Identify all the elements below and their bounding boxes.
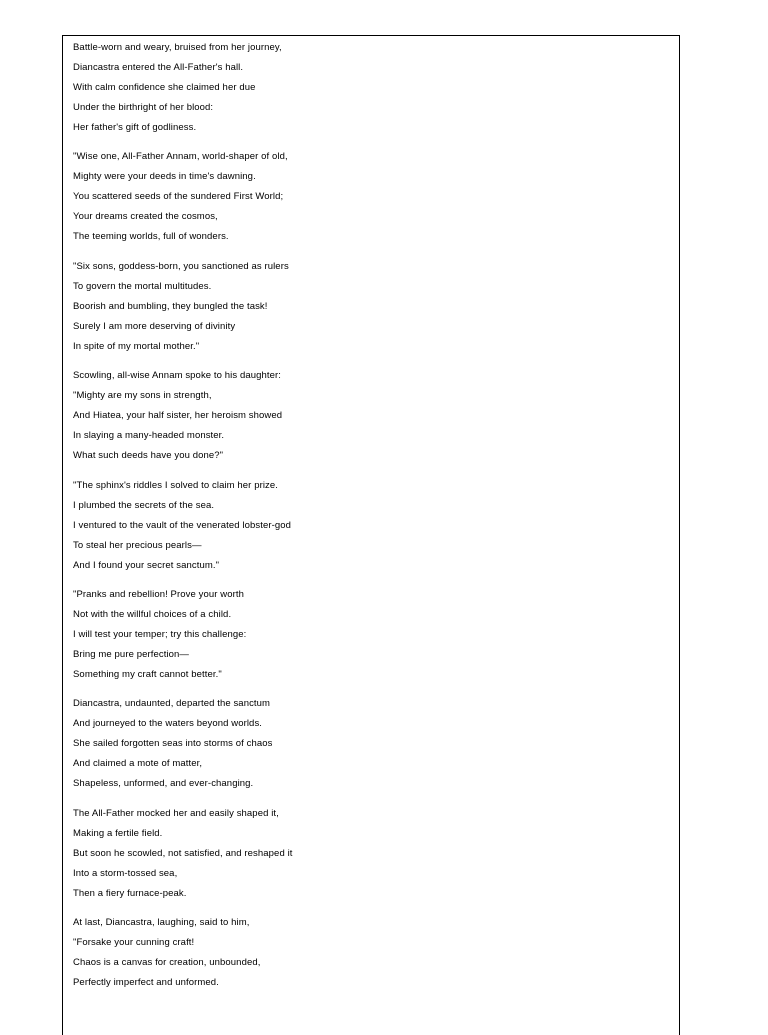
poem-line: "The sphinx's riddles I solved to claim her prize. (73, 479, 279, 491)
poem-line: At last, Diancastra, laughing, said to him, (73, 917, 250, 929)
poem-line: Making a fertile field. (73, 827, 163, 839)
stanza (73, 913, 260, 993)
document-page (62, 35, 680, 1035)
poem-line: Not with the willful choices of a child. (73, 609, 232, 620)
poem-line: Then a fiery furnace-peak. (73, 887, 187, 899)
poem-line: She sailed forgotten seas into storms of chaos (73, 738, 273, 750)
poem-line: And Hiatea, your half sister, her heroism showed (73, 410, 283, 422)
poem-line: I will test your temper; try this challenge: (73, 629, 247, 640)
poem-line: To steal her precious pearls— (73, 539, 202, 551)
poem-line: Scowling, all-wise Annam spoke to his daughter: (73, 370, 282, 382)
poem-line: In spite of my mortal mother." (73, 340, 200, 352)
poem-line: "Six sons, goddess-born, you sanctioned as rulers (73, 260, 289, 272)
poem-line: Surely I am more deserving of divinity (73, 320, 236, 332)
stanza (73, 585, 246, 685)
stanza (73, 804, 293, 904)
poem-line: But soon he scowled, not satisfied, and reshaped it (73, 847, 293, 859)
poem-line: Boorish and bumbling, they bungled the task! (73, 300, 268, 312)
poem-line: And claimed a mote of matter, (73, 758, 203, 770)
poem-line: I ventured to the vault of the venerated lobster-god (73, 519, 292, 531)
poem-line: The All-Father mocked her and easily shaped it, (73, 807, 279, 819)
poem-line: "Pranks and rebellion! Prove your worth (73, 589, 244, 600)
poem-line: Shapeless, unformed, and ever-changing. (73, 778, 254, 790)
poem-line: Battle-worn and weary, bruised from her journey, (73, 42, 282, 53)
poem-line: Your dreams created the cosmos, (73, 211, 218, 223)
poem-line: Diancastra, undaunted, departed the sanctum (73, 698, 271, 710)
poem-line: Diancastra entered the All-Father's hall. (73, 62, 244, 73)
stanza (73, 366, 282, 466)
poem-line: What such deeds have you done?" (73, 450, 224, 462)
poem-line: "Wise one, All-Father Annam, world-shaper of old, (73, 151, 288, 163)
stanza (73, 694, 272, 794)
poem-line: Mighty were your deeds in time's dawning. (73, 171, 256, 183)
poem-line: To govern the mortal multitudes. (73, 280, 212, 292)
poem-line: Into a storm-tossed sea, (73, 867, 178, 879)
poem-line: You scattered seeds of the sundered First World; (73, 191, 284, 203)
poem-line: I plumbed the secrets of the sea. (73, 499, 215, 511)
poem-line: And journeyed to the waters beyond worlds. (73, 718, 263, 730)
stanza (73, 476, 291, 576)
poem-line: Her father's gift of godliness. (73, 122, 197, 133)
poem-line: "Forsake your cunning craft! (73, 937, 195, 949)
poem-line: With calm confidence she claimed her due (73, 82, 256, 93)
poem-line: Bring me pure perfection— (73, 649, 190, 660)
stanza (73, 147, 288, 247)
poem-line: And I found your secret sanctum." (73, 559, 220, 571)
poem-line: Something my craft cannot better." (73, 669, 222, 680)
stanza (73, 257, 289, 357)
poem-line: In slaying a many-headed monster. (73, 430, 225, 442)
poem-line: The teeming worlds, full of wonders. (73, 231, 229, 243)
poem-line: Chaos is a canvas for creation, unbounded, (73, 957, 261, 969)
stanza (73, 38, 282, 138)
poem-line: Perfectly imperfect and unformed. (73, 977, 219, 989)
poem-line: Under the birthright of her blood: (73, 102, 214, 113)
poem-line: "Mighty are my sons in strength, (73, 390, 212, 402)
